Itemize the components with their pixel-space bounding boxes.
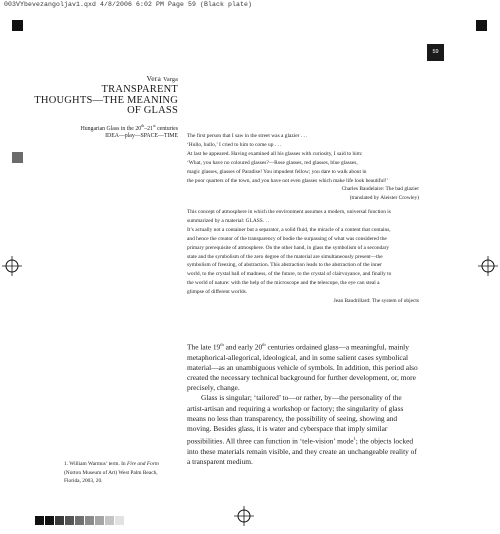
epigraph-baudelaire: The first person that I saw in the street was a glazier . . . ‘Hullo, hullo,’ I cried to him to come up . . . At last he appeared. Having examined all his glasses with curiosity, I said to him: ‘What, you have no coloured glasses?—Rose glasses, red glasses, blue glasses, magic glasses, glasses of Paradise! You impudent fellow; you dare to walk about in the poor quarters of the town, and you have not even glasses which make life look beautiful!’ Charles Baudelaire: The bad glazier (translated by Aleister Crowley) xyxy=(187,133,419,202)
body-paragraph: Glass is singular; ‘tailored’ to—or rather, by—the personality of the artist-artisan and requiring a workshop or factory; the singularity of glass means no less than transparency, the possibility of seeing, showing and moving. Besides glass, it is water and cyberspace that imply similar possibilities. All three can function in ‘tele-vision’ mode$^1$; the objects locked into these materials remain visible, and they create an unchangeable reality of a transparent medium. xyxy=(187,393,417,467)
article-subtitle: Hungarian Glass in the 20th–21st centuries IDEA—play—SPACE—TIME xyxy=(80,122,178,140)
registration-mark-bottom xyxy=(234,506,254,526)
registration-mark-left xyxy=(2,256,22,276)
author-name: Vera Varga xyxy=(146,74,178,83)
color-swatch xyxy=(85,516,94,525)
color-swatch xyxy=(95,516,104,525)
article-header xyxy=(18,74,178,140)
epigraph-attribution: Jean Baudrillard: The system of objects xyxy=(333,298,419,305)
color-swatch xyxy=(45,516,54,525)
epigraph-attribution: Charles Baudelaire: The bad glazier xyxy=(341,186,419,193)
gray-mark-left xyxy=(12,152,23,163)
crop-mark-top-right xyxy=(476,20,487,31)
color-swatch xyxy=(75,516,84,525)
crop-mark-top-left xyxy=(12,20,23,31)
article-title: TRANSPARENT THOUGHTS—THE MEANING OF GLASS xyxy=(34,84,178,116)
color-swatch xyxy=(105,516,114,525)
body-text xyxy=(187,340,419,467)
epigraph-baudrillard: This concept of atmosphere in which the environment assumes a modern, universal function is summarized by a material: GLASS. . . It’s actually not a container but a separator, a solid fluid, the miracle of a content that contains, and hence the creator of the transparency of bodie the surpassing of what was considered the primary prerequisite of atmosphere. On the other hand, in glass the symbolism of a secondary state and the symbolism of the zero degree of the material are simultaneously present—the symbolism of freezing, of abstraction. This abstraction leads to the abstraction of the inner world, to the crystal ball of madness, of the future, to the crystal of clairvoyance, and finally to the world of nature: with the help of the microscope and the telescope, the eye can steal a glimpse of different worlds. Jean Baudrillard: The system of objects xyxy=(187,209,419,305)
page-number: 59 xyxy=(427,44,444,61)
color-calibration-bar xyxy=(35,516,125,525)
body-paragraph: The late 19th and early 20th centuries ordained glass—a meaningful, mainly metaphorical-allegorical, ideological, and in some salient cases symbolical material—as an unambiguous vehicle of symbols. In addition, this period also created the necessary technical background for further development, or, more precisely, change. xyxy=(187,342,418,393)
file-slug: 003VYbevezangoljav1.qxd 4/8/2006 6:02 PM Page 59 (Black plate) xyxy=(4,1,253,8)
color-swatch xyxy=(55,516,64,525)
epigraph-translation: (translated by Aleister Crowley) xyxy=(349,195,419,202)
footnote: 1. William Warmus’ term. In Fire and Form (Norton Museum of Art) West Palm Beach, Florida, 2003, 20. xyxy=(64,461,159,484)
registration-mark-right xyxy=(478,256,498,276)
color-swatch xyxy=(35,516,44,525)
color-swatch xyxy=(65,516,74,525)
color-swatch xyxy=(115,516,124,525)
